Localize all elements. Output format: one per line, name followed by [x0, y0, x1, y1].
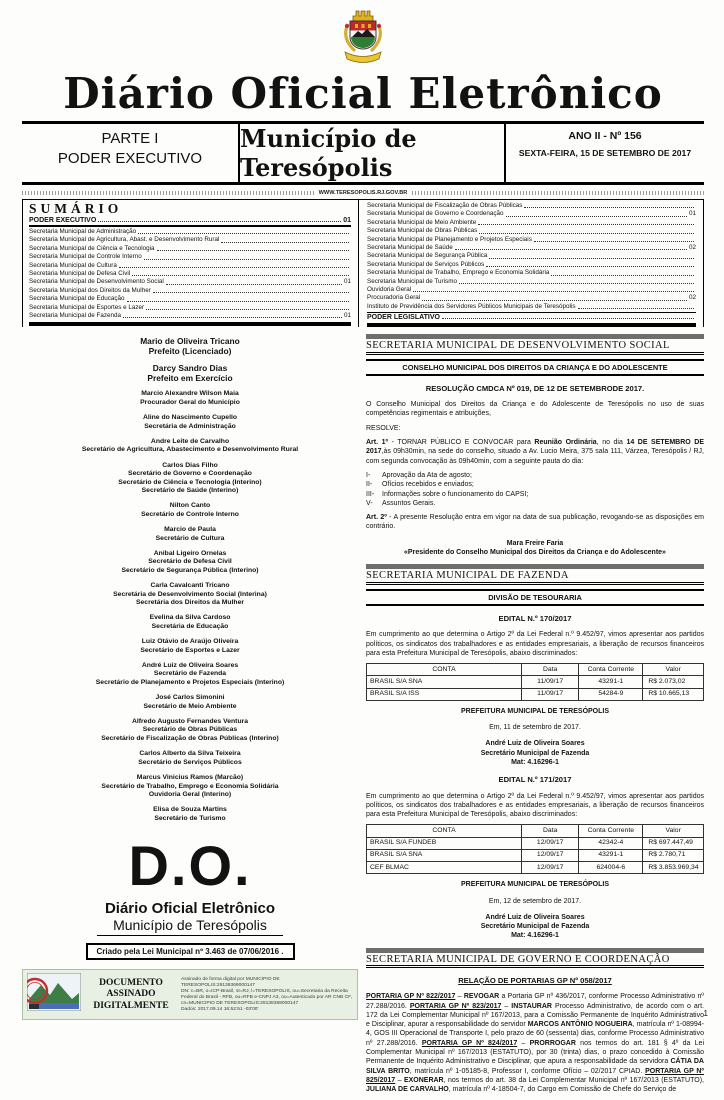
- cell-data: 12/09/17: [522, 849, 579, 861]
- signature-details: [181, 977, 353, 1014]
- edital-170-signer: [366, 739, 704, 767]
- dot-leader: [98, 221, 341, 222]
- official-line: Secretário de Fiscalização de Obras Públicas (Interino): [101, 734, 279, 742]
- dot-leader: [166, 284, 342, 285]
- agenda-item: [366, 471, 704, 480]
- text-segment: ,às 09h30min, na sede do conselho, situado a Av. Lucio Meira, 375 sala 111, Várzea, Teresópolis / RJ, com segunda convocação às 09h40min, com a seguinte pauta do dia:: [366, 448, 704, 465]
- official-line: Secretária dos Direitos da Mulher: [135, 599, 245, 606]
- signer-role: Secretário Municipal de Fazenda: [480, 923, 590, 931]
- decorative-rule-left: [22, 191, 314, 195]
- text-segment: PORTARIA GP Nº 824/2017: [421, 1039, 518, 1047]
- portarias-list-title: RELAÇÃO DE PORTARIAS GP Nº 058/2017: [458, 975, 612, 985]
- dot-leader: [138, 233, 349, 234]
- toc-entry: [367, 261, 696, 269]
- text-segment: PORTARIA GP Nº 823/2017: [409, 1002, 502, 1010]
- table-header-row: [367, 825, 704, 837]
- official-line: Prefeito em Exercício: [147, 373, 233, 384]
- table-row: [367, 837, 704, 849]
- toc-left-column: [23, 200, 359, 327]
- dot-leader: [486, 266, 694, 267]
- agenda-text: Aprovação da Ata de agosto;: [382, 471, 472, 479]
- table-row: [367, 849, 704, 861]
- website-row: [22, 190, 704, 196]
- toc-entry-page: 01: [343, 278, 351, 286]
- official-line: Secretário de Saúde (Interino): [141, 486, 239, 494]
- divider: [366, 354, 704, 355]
- official-line: Andre Leite de Carvalho: [150, 437, 230, 445]
- toc-entry-label: Ouvidoria Geral: [367, 286, 412, 294]
- masthead-part-cell: [22, 124, 240, 182]
- edition-date: SEXTA-FEIRA, 15 DE SETEMBRO DE 2017: [518, 148, 692, 158]
- signer-name: André Luiz de Oliveira Soares: [485, 913, 585, 921]
- cell-valor: R$ 3.853.969,34: [643, 862, 704, 874]
- official-line: Secretário de Controle Interno: [141, 510, 239, 518]
- official-line: Elisa de Souza Martins: [153, 806, 227, 814]
- official-line: Secretário de Meio Ambiente: [143, 702, 237, 710]
- agenda-text: Informações sobre o funcionamento do CAPSI;: [382, 490, 529, 498]
- toc-entry-label: Secretaria Municipal de Turismo: [367, 277, 457, 285]
- toc-entry-label: Secretaria Municipal de Segurança Pública: [367, 252, 488, 260]
- prefeitura-label: PREFEITURA MUNICIPAL DE TERESÓPOLIS: [460, 707, 610, 715]
- cell-valor: R$ 10.665,13: [643, 688, 704, 700]
- divider: [366, 967, 704, 968]
- toc-entry-label: Secretaria Municipal de Agricultura, Abast. e Desenvolvimento Rural: [29, 236, 220, 244]
- text-segment: –: [517, 1039, 530, 1047]
- agenda-text: Assuntos Gerais.: [382, 499, 436, 507]
- toc-entry: [29, 228, 351, 236]
- signer-role: Secretário Municipal de Fazenda: [480, 749, 590, 757]
- edital-170-table: [366, 663, 704, 701]
- cell-conta-corrente: 624004-6: [579, 862, 643, 874]
- signer-role: «Presidente do Conselho Municipal dos Direitos da Criança e do Adolescente»: [404, 549, 666, 557]
- official-line: Secretário de Cultura: [155, 534, 225, 542]
- text-segment: , no dia: [596, 439, 627, 447]
- do-abbreviation: D.O.: [128, 834, 252, 898]
- dot-leader: [455, 249, 687, 250]
- dot-leader: [489, 258, 694, 259]
- dot-leader: [146, 309, 349, 310]
- masthead-edition-cell: [504, 124, 704, 182]
- official-line: Luiz Otávio de Araújo Oliveira: [141, 638, 239, 646]
- table-row: [367, 862, 704, 874]
- toc-legis-label: PODER LEGISLATIVO: [367, 314, 440, 322]
- dot-leader: [127, 301, 349, 302]
- text-segment: Processo Administrativo, de acordo com o art. 172 da Lei Complementar Municipal nº 167/2013, para a Comissão Permanente de Inquérito Administrativo e Disciplinar, apurar a responsabilidade do servidor: [366, 1002, 704, 1029]
- text-segment: 14 DE SETEMBRO DE 2017: [366, 439, 704, 456]
- text-segment: nos termos do art. 181 § 4º da Lei Complementar Municipal nº 167/2013 (ESTATUTO), por 30 (trinta) dias, o prazo concedido à Comissão Permanente de Inquérito Administrativo e Disciplinar, que apura a responsabilidade da servidora: [366, 1039, 705, 1066]
- toc-left-list: [29, 228, 351, 320]
- dot-leader: [153, 292, 349, 293]
- official-line: Evelina da Silva Cardoso: [149, 614, 231, 622]
- toc-entry-label: Secretaria Municipal de Fazenda: [29, 312, 122, 320]
- text-segment: , matrícula nº 1-05185-8, Professor I, conforme Ofício – 02/2017 CPIAD.: [409, 1067, 646, 1075]
- table-body: [367, 676, 704, 700]
- official-line: Carlos Dias Filho: [162, 461, 218, 469]
- official-line: Secretário de Planejamento e Projetos Especiais (Interino): [95, 678, 285, 686]
- edital-170-intro: Em cumprimento ao que determina o Artigo 2º da Lei Federal n.º 9.452/97, vimos apresentar aos partidos políticos, os sindicatos dos trabalhadores e as entidades empresariais, a liberação de recursos financeiros para esta Prefeitura Municipal de Teresópolis, abaixo discriminados:: [366, 631, 704, 657]
- toc-entry: [29, 287, 351, 295]
- cell-conta: CEF BLMAC: [367, 862, 522, 874]
- official-line: Carlos Alberto da Silva Teixeira: [139, 750, 241, 758]
- official-line: Secretário de Serviços Públicos: [138, 758, 242, 766]
- poder-label: PODER EXECUTIVO: [57, 149, 203, 167]
- toc-entry-label: Secretaria Municipal dos Direitos da Mulher: [29, 286, 151, 294]
- prefeitura-label: PREFEITURA MUNICIPAL DE TERESÓPOLIS: [460, 881, 610, 889]
- official-line: Marcio Alexandre Wilson Maia: [141, 390, 239, 398]
- official-line: Anibal Ligeiro Ornelas: [153, 549, 227, 557]
- officials-column: [22, 327, 358, 1099]
- cell-data: 12/09/17: [522, 837, 579, 849]
- toc-entry-label: Secretaria Municipal de Obras Públicas: [367, 227, 478, 235]
- council-subheader: CONSELHO MUNICIPAL DOS DIREITOS DA CRIANÇA E DO ADOLESCENTE: [366, 359, 704, 376]
- toc-entry: [29, 304, 351, 312]
- divider: [366, 584, 704, 585]
- official-line: Darcy Sandro Dias: [152, 363, 228, 374]
- dot-leader: [524, 207, 694, 208]
- toc-entry: [367, 303, 696, 311]
- dot-leader: [479, 233, 694, 234]
- text-segment: PRORROGAR: [529, 1039, 576, 1047]
- toc-entry-label: Instituto de Previdência dos Servidores Públicos Municipais de Teresópolis: [367, 302, 576, 310]
- text-segment: Art. 2º: [366, 514, 387, 522]
- dot-leader: [534, 241, 694, 242]
- dot-leader: [478, 224, 694, 225]
- official-line: Secretária de Educação: [151, 622, 229, 630]
- toc-title: SUMÁRIO: [29, 201, 123, 216]
- digital-signature-strip: [22, 969, 358, 1020]
- cell-valor: R$ 697.447,49: [643, 837, 704, 849]
- cell-conta: BRASIL S/A ISS: [367, 688, 522, 700]
- table-row: [367, 688, 704, 700]
- official-line: Secretário de Governo e Coordenação: [128, 470, 252, 478]
- toc-entry-page: 01: [343, 312, 351, 320]
- section-title-fazenda: SECRETARIA MUNICIPAL DE FAZENDA: [366, 569, 704, 582]
- officials-list: [22, 327, 358, 823]
- toc-entry: [367, 286, 696, 294]
- agenda-numeral: III-: [366, 490, 375, 498]
- official-line: José Carlos Simonini: [155, 694, 225, 702]
- toc-entry: [367, 210, 696, 218]
- dot-leader: [221, 242, 349, 243]
- cell-data: 11/09/17: [522, 676, 579, 688]
- official-line: Aline do Nascimento Cupello: [142, 414, 238, 422]
- official-line: Secretário de Trabalho, Emprego e Economia Solidária: [101, 782, 279, 790]
- cell-data: 12/09/17: [522, 862, 579, 874]
- landscape-photo-icon: [27, 973, 81, 1011]
- official-line: Secretário de Obras Públicas: [142, 726, 238, 734]
- edital-170-title: EDITAL N.º 170/2017: [498, 613, 572, 623]
- dot-leader: [422, 300, 687, 301]
- section-title-governo: SECRETARIA MUNICIPAL DE GOVERNO E COORDENAÇÃO: [366, 953, 704, 966]
- toc-entry: [29, 295, 351, 303]
- toc-entry: [367, 278, 696, 286]
- signer-matricula: Mat: 4.16296-1: [511, 932, 559, 940]
- signature-detail-line: Assinado de forma digital por MUNICIPIO DE TERESOPOLIS:29138369000147: [181, 976, 280, 988]
- official-line: Secretário de Agricultura, Abastecimento e Desenvolvimento Rural: [81, 446, 299, 454]
- portarias-paragraph: [366, 992, 704, 1094]
- toc-entry-label: Procuradoria Geral: [367, 294, 421, 302]
- toc-entry: [367, 202, 696, 210]
- agenda-list: [366, 471, 704, 508]
- resolution-paragraph: O Conselho Municipal dos Direitos da Criança e do Adolescente de Teresópolis no uso de suas competências regimentais e atribuições,: [366, 401, 704, 418]
- toc-entry: [29, 236, 351, 244]
- text-segment: PORTARIA GP Nº 825/2017: [366, 1067, 704, 1084]
- edition-number: ANO II - Nº 156: [568, 130, 642, 142]
- treasury-subheader: DIVISÃO DE TESOURARIA: [366, 589, 704, 606]
- toc-entry: [29, 245, 351, 253]
- cell-data: 11/09/17: [522, 688, 579, 700]
- official-line: Nilton Canto: [169, 502, 211, 510]
- toc-entry-label: Secretaria Municipal de Desenvolvimento Social: [29, 278, 164, 286]
- text-segment: PORTARIA GP Nº 822/2017: [366, 993, 456, 1001]
- text-segment: REVOGAR: [463, 993, 500, 1001]
- table-header-cell: CONTA: [367, 664, 522, 676]
- toc-entry-page: 01: [688, 210, 696, 218]
- toc-entry: [367, 269, 696, 277]
- toc-entry-label: Secretaria Municipal de Administração: [29, 228, 137, 235]
- toc-entry-label: Secretaria Municipal de Planejamento e Projetos Especiais: [367, 235, 532, 243]
- text-segment: Reunião Ordinária: [534, 439, 597, 447]
- main-columns: [22, 327, 704, 1099]
- agenda-text: Ofícios recebidos e enviados;: [382, 481, 474, 489]
- toc-entry-label: Secretaria Municipal de Saúde: [367, 244, 453, 252]
- do-gazette-name: Diário Oficial Eletrônico: [104, 900, 276, 918]
- toc-entry: [367, 227, 696, 235]
- edital-171-signer: [366, 913, 704, 941]
- agenda-numeral: I-: [366, 471, 371, 479]
- agenda-numeral: II-: [366, 481, 373, 489]
- article-2-paragraph: [366, 513, 704, 532]
- toc-entry: [367, 252, 696, 260]
- signer-matricula: Mat: 4.16296-1: [511, 758, 559, 766]
- signature-seal-image: [27, 973, 81, 1016]
- edital-171-date: Em, 12 de setembro de 2017.: [488, 897, 582, 905]
- toc-entry: [29, 253, 351, 261]
- do-creation-law: Criado pela Lei Municipal nº 3.463 de 07/06/2016 .: [86, 943, 295, 960]
- official-line: Carla Cavalcanti Tricano: [150, 582, 230, 590]
- do-footer-block: [22, 834, 358, 960]
- table-row: [367, 676, 704, 688]
- masthead-header: [22, 2, 704, 196]
- dot-leader: [413, 291, 694, 292]
- toc-exec-label: PODER EXECUTIVO: [29, 217, 97, 224]
- toc-left-end-bar: [29, 322, 351, 326]
- text-segment: - TORNAR PÚBLICO E CONVOCAR para: [388, 439, 535, 447]
- cell-valor: R$ 2.780,71: [643, 849, 704, 861]
- cell-conta: BRASIL S/A SNA: [367, 676, 522, 688]
- website-url: WWW.TERESOPOLIS.RJ.GOV.BR: [318, 190, 408, 196]
- content-column: [366, 327, 704, 1099]
- municipality-name: Município de Teresópolis: [240, 124, 417, 182]
- official-line: Secretária de Administração: [144, 422, 236, 430]
- table-header-cell: CONTA: [367, 825, 522, 837]
- official-line: Alfredo Augusto Fernandes Ventura: [131, 718, 249, 726]
- toc-right-column: [359, 200, 703, 327]
- article-1-paragraph: [366, 438, 704, 466]
- toc-exec-page: 01: [343, 217, 351, 224]
- cell-conta-corrente: 43291-1: [579, 849, 643, 861]
- cell-conta: BRASIL S/A FUNDEB: [367, 837, 522, 849]
- toc-right-list: [367, 202, 696, 311]
- text-segment: INSTAURAR: [511, 1002, 552, 1010]
- signer-name: André Luiz de Oliveira Soares: [485, 740, 585, 748]
- official-line: Marcio de Paula: [164, 526, 216, 534]
- toc-entry: [367, 236, 696, 244]
- table-header-cell: Data: [522, 825, 579, 837]
- text-segment: EXONERAR: [403, 1076, 444, 1084]
- do-city-name: Município de Teresópolis: [97, 917, 283, 936]
- page-number: 1: [703, 1009, 708, 1018]
- toc-entry: [29, 278, 351, 286]
- cell-conta-corrente: 42342-4: [579, 837, 643, 849]
- official-line: André Luiz de Oliveira Soares: [141, 662, 239, 670]
- toc-entry-label: Secretaria Municipal de Meio Ambiente: [367, 218, 477, 226]
- dot-leader: [442, 318, 694, 319]
- text-segment: –: [455, 993, 464, 1001]
- table-header-cell: Valor: [643, 664, 704, 676]
- toc-entry: [367, 294, 696, 302]
- table-header-cell: Conta Corrente: [579, 664, 643, 676]
- toc-entry-label: Secretaria Municipal de Educação: [29, 295, 125, 303]
- official-line: Marcus Vinicius Ramos (Marcão): [136, 774, 244, 782]
- toc-poder-executivo-row: [29, 217, 351, 227]
- cell-conta: BRASIL S/A SNA: [367, 849, 522, 861]
- cell-conta-corrente: 43291-1: [579, 676, 643, 688]
- dot-leader: [459, 283, 694, 284]
- text-segment: CÁTIA DA SILVA BRITO: [366, 1058, 704, 1075]
- dot-leader: [132, 275, 349, 276]
- official-line: Secretário de Fazenda: [153, 670, 227, 678]
- official-line: Secretário de Esportes e Lazer: [140, 646, 240, 654]
- text-segment: Art. 1º: [366, 439, 389, 447]
- dot-leader: [506, 216, 687, 217]
- toc-entry-label: Secretaria Municipal de Governo e Coordenação: [367, 210, 504, 218]
- table-of-contents: [22, 199, 704, 327]
- toc-entry: [367, 219, 696, 227]
- text-segment: , nos termos do art. 38 da Lei Complementar Municipal nº 167/2013 (ESTATUTO),: [443, 1076, 704, 1084]
- teresopolis-coat-of-arms-icon: [340, 4, 386, 66]
- text-segment: JULIANA DE CARVALHO: [366, 1086, 449, 1094]
- official-line: Prefeito (Licenciado): [148, 346, 232, 357]
- official-line: Secretário de Ciência e Tecnologia (Interino): [118, 478, 262, 486]
- masthead-info-row: [22, 121, 704, 185]
- toc-entry-label: Secretaria Municipal de Serviços Públicos: [367, 260, 485, 268]
- official-line: Procurador Geral do Município: [140, 398, 240, 406]
- signer-name: Mara Freire Faria: [506, 539, 564, 547]
- text-segment: a Portaria GP nº 436/2017, conforme Processo Administrativo nº 27.288/2016.: [366, 993, 704, 1010]
- toc-entry-label: Secretaria Municipal de Ciência e Tecnologia: [29, 244, 155, 252]
- toc-entry: [367, 244, 696, 252]
- toc-entry-label: Secretaria Municipal de Cultura: [29, 261, 117, 269]
- official-line: Ouvidoria Geral (Interino): [148, 790, 232, 798]
- toc-entry: [29, 262, 351, 270]
- toc-entry-label: Secretaria Municipal de Controle Interno: [29, 253, 142, 261]
- cell-valor: R$ 2.073,02: [643, 676, 704, 688]
- text-segment: –: [501, 1002, 512, 1010]
- agenda-item: [366, 499, 704, 508]
- edital-171-intro: Em cumprimento ao que determina o Artigo 2º da Lei Federal n.º 9.452/97, vimos apresentar aos partidos políticos, os sindicatos dos trabalhadores e as entidades empresariais, a liberação de recursos financeiros para esta Prefeitura Municipal de Teresópolis, abaixo discriminados:: [366, 792, 704, 819]
- dot-leader: [144, 259, 349, 260]
- agenda-item: [366, 490, 704, 499]
- text-segment: MARCOS ANTÔNIO NOGUEIRA: [527, 1021, 633, 1029]
- official-line: Mario de Oliveira Tricano: [140, 336, 240, 347]
- text-segment: , matrícula nº 1-08994-4, GOS III Operacional de Transporte I, pelo prazo de 60 (sessenta) dias, conforme Processo Administrativo nº 27.288/2016.: [366, 1021, 705, 1047]
- table-body: [367, 837, 704, 874]
- toc-entry-label: Secretaria Municipal de Defesa Civil: [29, 270, 131, 278]
- signature-detail-line: DN: c=BR, o=ICP-Brasil, st=RJ, l=TERESOPOLIS, ou=Secretaria da Receita Federal do Brasil - RFB, ou=RFB e-CNPJ A3, ou=Autenticado por AR CNB CF, cn=MUNICIPIO DE TERESOPOLIS:29138369000147: [181, 988, 352, 1006]
- table-header-row: [367, 664, 704, 676]
- text-segment: - A presente Resolução entra em vigor na data de sua publicação, revogando-se as disposições em contrário.: [366, 514, 704, 531]
- toc-entry-label: Secretaria Municipal de Fiscalização de Obras Públicas: [367, 202, 523, 209]
- agenda-numeral: V-: [366, 499, 373, 507]
- official-line: Secretário de Defesa Civil: [148, 558, 232, 566]
- signature-detail-line: Dados: 2017.09.14 16:52:51 -03'00': [181, 1007, 259, 1012]
- signed-document-label: DOCUMENTO ASSINADO DIGITALMENTE: [93, 977, 169, 1011]
- agenda-item: [366, 480, 704, 489]
- dot-leader: [551, 275, 694, 276]
- dot-leader: [119, 267, 349, 268]
- text-segment: , matrícula nº 4-18504-7, do Cargo em Comissão de Chefe do Serviço de: [448, 1086, 677, 1094]
- council-signer: [366, 539, 704, 558]
- parte-label: PARTE I: [101, 130, 159, 147]
- edital-171-table: [366, 824, 704, 874]
- table-header-cell: Valor: [643, 825, 704, 837]
- toc-entry-label: Secretaria Municipal de Esportes e Lazer: [29, 303, 145, 311]
- cell-conta-corrente: 54284-9: [579, 688, 643, 700]
- resolve-label: RESOLVE:: [366, 424, 401, 432]
- official-line: Secretário de Turismo: [154, 814, 226, 822]
- text-segment: –: [395, 1076, 404, 1084]
- toc-entry-label: Secretaria Municipal de Trabalho, Emprego e Economia Solidária: [367, 269, 550, 277]
- decorative-rule-right: [412, 191, 704, 195]
- section-title-desenvolvimento-social: SECRETARIA MUNICIPAL DE DESENVOLVIMENTO SOCIAL: [366, 339, 704, 352]
- table-header-cell: Conta Corrente: [579, 825, 643, 837]
- table-header-cell: Data: [522, 664, 579, 676]
- toc-entry: [29, 312, 351, 320]
- edital-170-date: Em, 11 de setembro de 2017.: [489, 724, 581, 732]
- resolution-title: RESOLUÇÃO CMDCA Nº 019, DE 12 DE SETEMBRODE 2017.: [425, 383, 645, 393]
- official-line: Secretária de Desenvolvimento Social (Interina): [113, 590, 267, 598]
- crest-wrap: [22, 2, 704, 71]
- dot-leader: [123, 317, 342, 318]
- toc-entry: [29, 270, 351, 278]
- gazette-title: Diário Oficial Eletrônico: [63, 69, 663, 118]
- toc-poder-legislativo-row: [367, 312, 696, 321]
- toc-entry-page: 02: [688, 294, 696, 302]
- dot-leader: [578, 308, 695, 309]
- official-line: Secretário de Segurança Pública (Interino): [121, 566, 259, 574]
- dot-leader: [157, 250, 349, 251]
- toc-entry-page: 02: [688, 244, 696, 252]
- edital-171-title: EDITAL N.º 171/2017: [498, 775, 572, 785]
